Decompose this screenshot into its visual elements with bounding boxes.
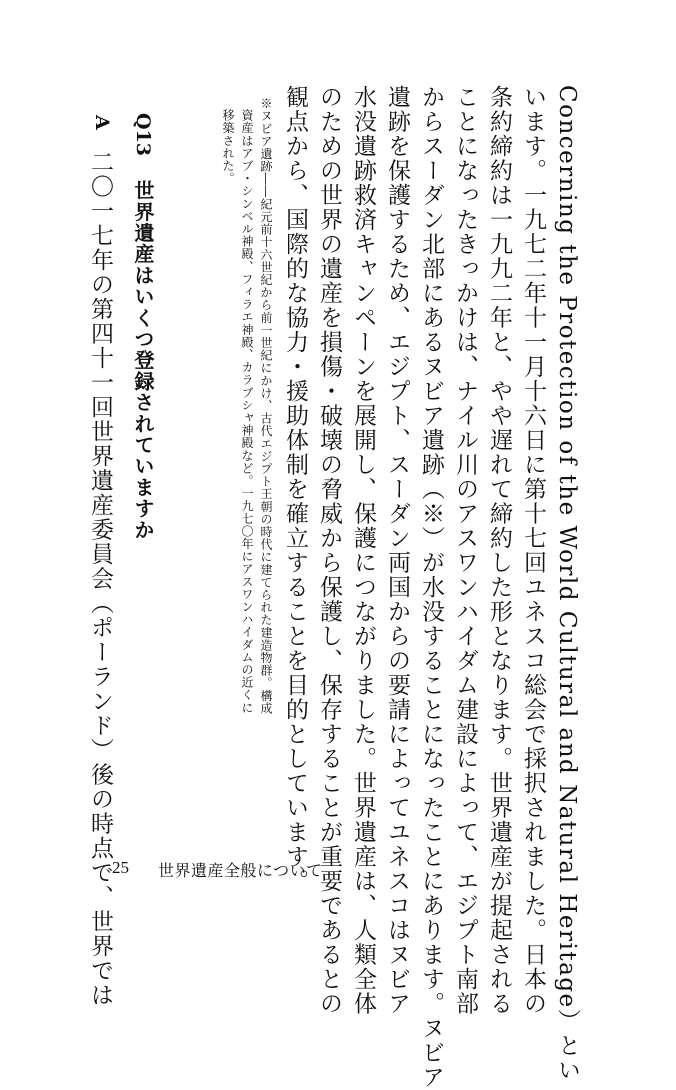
footnote-line-2: 資産はアブ・シンベル神殿、フィラエ神殿、カラブシャ神殿など。一九七〇年にアスワンハイダムの近くに xyxy=(240,109,254,714)
body-line-4: ことになったきっかけは、ナイル川のアスワンハイダム建設によって、エジプト南部 xyxy=(452,85,478,1016)
question-text: 世界遺産はいくつ登録されていますか xyxy=(131,180,155,541)
answer-text: 二〇一七年の第四十一回世界遺産委員会（ポーランド）後の時点で、世界では xyxy=(87,150,113,1008)
body-line-5: からスーダン北部にあるヌビア遺跡（※）が水没することになったことにあります。ヌビア xyxy=(418,85,444,1090)
footnote-line-3: 移築された。 xyxy=(221,109,235,185)
footnote-line-1: ※ヌビア遺跡――紀元前十六世紀から前一世紀にかけ、古代エジプト王朝の時代に建てられた建造物群。構成 xyxy=(259,97,273,715)
body-line-2: います。一九七二年十一月十六日に第十七回ユネスコ総会で採択されました。日本の xyxy=(520,85,546,1016)
answer-label: A xyxy=(91,115,113,130)
body-line-8: のための世界の遺産を損傷・破壊の脅威から保護し、保存することが重要であるとの xyxy=(316,85,342,1016)
chapter-title: 世界遺産全般について xyxy=(158,861,323,880)
body-line-1: Concerning the Protection of the World Cultural and Natural Heritage）とい xyxy=(554,85,580,1083)
body-line-3: 条約締約は一九九二年と、やや遅れて締約した形となります。世界遺産が提起される xyxy=(486,85,512,1016)
body-line-7: 水没遺跡救済キャンペーンを展開し、保護につながりました。世界遺産は、人類全体 xyxy=(350,85,376,1016)
question-label: Q13 xyxy=(132,113,154,156)
body-line-6: 遺跡を保護するため、エジプト、スーダン両国からの要請によってユネスコはヌビア xyxy=(384,85,410,1016)
page-number: 25 xyxy=(112,858,129,877)
body-line-9: 観点から、国際的な協力・援助体制を確立することを目的としています。 xyxy=(282,85,308,894)
